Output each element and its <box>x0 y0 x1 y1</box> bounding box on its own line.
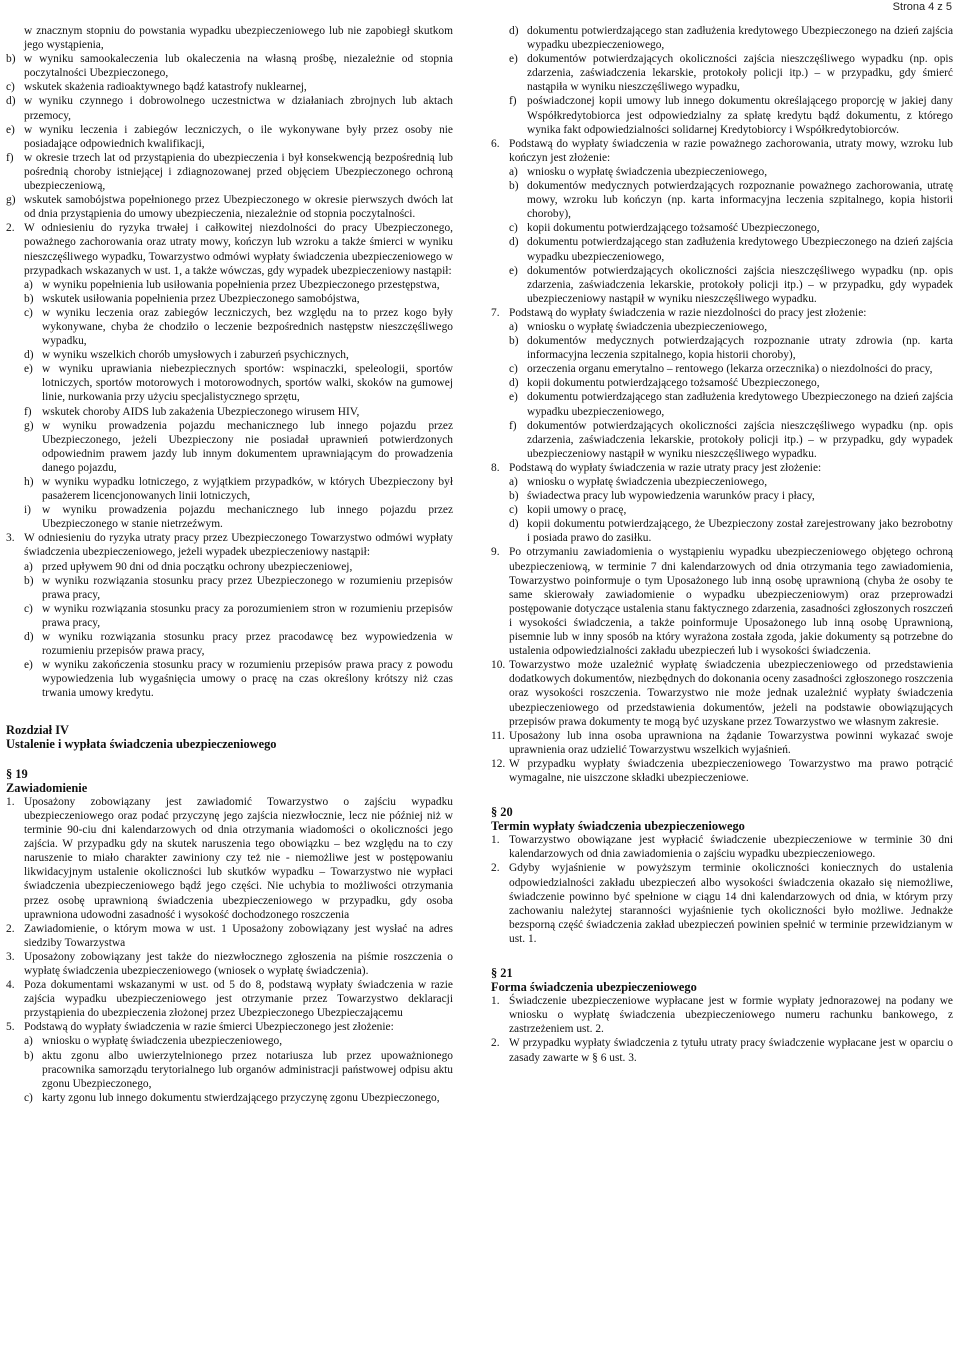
paragraph-text: Podstawą do wypłaty świadczenia w razie poważnego zachorowania, utraty mowy, wzroku lub kończyn jest złożenie: <box>509 137 953 164</box>
item-text: dokumentów medycznych potwierdzających rozpoznanie utraty zdrowia (np. karta informacyjna leczenia szpitalnego, kopia historii choroby), <box>527 335 953 362</box>
paragraph-number: 2. <box>6 222 15 235</box>
item-label: b) <box>6 53 16 66</box>
list-item <box>6 475 453 503</box>
right-column <box>491 24 953 1065</box>
list-item <box>491 545 953 658</box>
item-label: b) <box>24 574 34 587</box>
list-item <box>6 362 453 404</box>
item-text: wskutek usiłowania popełnienia przez Ubezpieczonego samobójstwa, <box>42 292 360 305</box>
item-label: i) <box>24 504 31 517</box>
item-label: 12. <box>491 757 506 770</box>
item-text: dokumentu potwierdzającego stan zadłużenia kredytowego Ubezpieczonego na dzień zajścia wypadku ubezpieczeniowego, <box>527 391 953 418</box>
item-label: c) <box>509 363 518 376</box>
item-label: 2. <box>6 922 15 935</box>
list-item <box>491 320 953 334</box>
list-item <box>6 658 453 700</box>
section-20-items <box>491 833 953 946</box>
section-19-number: § 19 <box>6 766 28 781</box>
item-text: Zawiadomienie, o którym mowa w ust. 1 Uposażony zobowiązany jest wysłać na adres siedziby Towarzystwa <box>24 922 453 949</box>
item-label: 4. <box>6 979 15 992</box>
paragraphs-9-12 <box>491 545 953 785</box>
item-label: d) <box>509 25 519 37</box>
item-label: d) <box>509 236 519 249</box>
item-label: e) <box>24 659 33 672</box>
list-item <box>6 978 453 1020</box>
item-text: Podstawą do wypłaty świadczenia w razie śmierci Ubezpieczonego jest złożenie: <box>24 1021 394 1034</box>
list-item <box>6 1091 453 1105</box>
list-item <box>491 179 953 221</box>
list-item <box>491 52 953 94</box>
section-21-items <box>491 994 953 1064</box>
item-text: w wyniku rozwiązania stosunku pracy przez pracodawcę bez wypowiedzenia w rozumieniu przepisów prawa pracy, <box>42 631 453 658</box>
list-item <box>491 729 953 757</box>
item-text: w wyniku popełnienia lub usiłowania popełnienia przez Ubezpieczonego przestępstwa, <box>42 278 440 291</box>
left-column <box>6 24 453 1105</box>
paragraph-number: 7. <box>491 306 500 319</box>
item-text: wskutek choroby AIDS lub zakażenia Ubezpieczonego wirusem HIV, <box>42 405 360 418</box>
list-item <box>491 1036 953 1064</box>
list-item <box>491 419 953 461</box>
list-item <box>491 861 953 946</box>
list-item <box>491 334 953 362</box>
list-item <box>6 503 453 531</box>
item-text: dokumentów potwierdzających okoliczności zajścia nieszczęśliwego wypadku (np. opis zdarzenia, zaświadczenia lekarskie, protokoły policji itp.) – w przypadku, gdy wypadek ubezpieczeniowy nastąpił w wyniku nieszczęśliwego wypadku. <box>527 419 953 460</box>
item-text: w wyniku wszelkich chorób umysłowych i zaburzeń psychicznych, <box>42 349 349 362</box>
item-label: c) <box>509 222 518 235</box>
section-21-number: § 21 <box>491 966 513 980</box>
intro-continuation: w znacznym stopniu do powstania wypadku ubezpieczeniowego lub nie zapobiegł skutkom jego wystąpienia, <box>24 25 453 52</box>
item-label: a) <box>24 560 33 573</box>
item-text: przed upływem 90 dni od dnia początku ochrony ubezpieczeniowej, <box>42 560 353 573</box>
list-item <box>6 193 453 221</box>
paragraph-text: W odniesieniu do ryzyka utraty pracy przez Ubezpieczonego Towarzystwo odmówi wypłaty świadczenia ubezpieczeniowego, jeżeli wypadek ubezpieczeniowy nastąpił: <box>24 532 453 559</box>
item-text: wniosku o wypłatę świadczenia ubezpieczeniowego, <box>527 320 768 333</box>
list-item <box>6 1020 453 1034</box>
paragraph-6-items <box>491 165 953 306</box>
item-label: c) <box>6 81 15 94</box>
item-text: W przypadku wypłaty świadczenia ubezpieczeniowego Towarzystwo ma prawo potrącić wymagalne, nie uiszczone składki ubezpieczeniowe. <box>509 757 953 784</box>
chapter-number: Rozdział IV <box>6 722 69 737</box>
paragraph-8 <box>491 461 953 475</box>
list-item <box>491 376 953 390</box>
list-item <box>6 1049 453 1091</box>
paragraph-8-items <box>491 475 953 545</box>
item-text: Gdyby wyjaśnienie w powyższym terminie okoliczności koniecznych do ustalenia odpowiedzialności zakładu ubezpieczeń albo wysokości świadczenia okazało się niemożliwe, świadczenie powinno być spełnione w ciągu 14 dni kalendarzowych od dnia, w którym przy zachowaniu należytej staranności wyjaśnienie tych okoliczności było możliwe. Jednakże bezsporną część świadczenia zakład ubezpieczeń powinien spełnić w terminie przewidzianym w ust. 1. <box>509 862 953 945</box>
item-label: 11. <box>491 729 505 742</box>
paragraph-5-items <box>6 1034 453 1104</box>
item-label: a) <box>24 278 33 291</box>
paragraph-3-items <box>6 560 453 701</box>
item-text: karty zgonu lub innego dokumentu stwierdzającego przyczynę zgonu Ubezpieczonego, <box>42 1091 440 1104</box>
list-item <box>491 833 953 861</box>
section-19-items <box>6 795 453 1035</box>
item-text: Towarzystwo może uzależnić wypłatę świadczenia ubezpieczeniowego od przedstawienia dodatkowych dokumentów, niezbędnych do dokonania oceny zasadności zgłoszonego roszczenia oraz wysokości roszczenia. Towarzystwo nie może jednak uzależnić wypłaty świadczenia ubezpieczeniowego od przedstawienia dokumentów, jeżeli na podstawie obowiązujących przepisów prawa dokumenty te mogą być uzyskane przez Towarzystwo we własnym zakresie. <box>509 659 953 728</box>
item-text: w wyniku samookaleczenia lub okaleczenia na własną prośbę, niezależnie od stopnia poczytalności Ubezpieczonego, <box>24 53 453 80</box>
item-label: a) <box>24 1035 33 1048</box>
list-item <box>491 165 953 179</box>
list-item <box>6 630 453 658</box>
item-text: w wyniku rozwiązania stosunku pracy za porozumieniem stron w rozumieniu przepisów prawa pracy, <box>42 602 453 629</box>
item-text: Towarzystwo obowiązane jest wypłacić świadczenie ubezpieczeniowe w terminie 30 dni kalendarzowych od dnia zawiadomienia o zajściu wypadku ubezpieczeniowego. <box>509 834 953 861</box>
item-label: g) <box>6 194 16 207</box>
item-label: d) <box>24 631 34 644</box>
item-label: 9. <box>491 546 500 559</box>
item-label: d) <box>24 349 34 362</box>
list-item <box>6 278 453 292</box>
item-text: Uposażony lub inna osoba uprawniona na żądanie Towarzystwa powinni wykazać swoje uprawnienia oraz udzielić Towarzystwu wszelkich wyjaśnień. <box>509 729 953 756</box>
item-text: w wyniku wypadku lotniczego, z wyjątkiem przypadków, w których Ubezpieczony był pasażerem licencjonowanych linii lotniczych, <box>42 476 453 503</box>
list-item <box>6 306 453 348</box>
section-21-title: Forma świadczenia ubezpieczeniowego <box>491 980 697 995</box>
list-item <box>491 503 953 517</box>
item-text: w wyniku leczenia i zabiegów leczniczych, o ile wykonywane były przez osoby nie posiadające odpowiednich kwalifikacji, <box>24 123 453 150</box>
list-item <box>491 475 953 489</box>
list-item <box>491 757 953 785</box>
item-text: kopii dokumentu potwierdzającego tożsamość Ubezpieczonego, <box>527 222 820 235</box>
paragraph-5-items-continued <box>491 24 953 137</box>
list-item <box>6 574 453 602</box>
item-label: f) <box>6 151 14 164</box>
paragraph-3 <box>6 531 453 559</box>
list-item <box>6 80 453 94</box>
item-label: g) <box>24 419 34 432</box>
paragraph-number: 3. <box>6 532 15 545</box>
section-20-title: Termin wypłaty świadczenia ubezpieczeniowego <box>491 819 745 834</box>
list-item <box>491 994 953 1036</box>
item-label: b) <box>509 180 519 193</box>
paragraph-number: 8. <box>491 461 500 474</box>
section-20-number: § 20 <box>491 805 513 820</box>
item-text: w wyniku czynnego i dobrowolnego uczestnictwa w działaniach zbrojnych lub aktach przemocy, <box>24 95 453 122</box>
item-label: e) <box>509 391 518 404</box>
item-text: wskutek skażenia radioaktywnego bądź katastrofy nuklearnej, <box>24 81 307 94</box>
paragraph-text: Podstawą do wypłaty świadczenia w razie utraty pracy jest złożenie: <box>509 461 822 474</box>
item-text: Świadczenie ubezpieczeniowe wypłacane jest w formie wypłaty jednorazowej na podany we wniosku o wypłatę świadczenia ubezpieczeniowego numeru rachunku bankowego, z zastrzeżeniem ust. 2. <box>509 995 953 1036</box>
item-label: d) <box>509 518 519 531</box>
item-text: dokumentów medycznych potwierdzających rozpoznanie poważnego zachorowania, utratę mowy, wzroku lub kończyn (np. karta informacyjna leczenia szpitalnego, kopia historii choroby), <box>527 180 953 221</box>
list-item <box>6 950 453 978</box>
item-label: d) <box>6 95 16 108</box>
item-text: dokumentu potwierdzającego stan zadłużenia kredytowego Ubezpieczonego na dzień zajścia wypadku ubezpieczeniowego, <box>527 236 953 263</box>
list-item <box>491 362 953 376</box>
item-label: 10. <box>491 659 506 672</box>
list-item <box>6 795 453 922</box>
list-item <box>6 560 453 574</box>
item-text: dokumentów potwierdzających okoliczności zajścia nieszczęśliwego wypadku (np. opis zdarzenia, zaświadczenia lekarskie, protokoły policji itp.) – w przypadku, gdy wypadek ubezpieczeniowy nastąpił w wyniku nieszczęśliwego wypadku. <box>527 264 953 305</box>
item-label: 1. <box>491 995 500 1008</box>
section-19-title: Zawiadomienie <box>6 780 88 795</box>
item-label: e) <box>509 264 518 277</box>
item-text: w wyniku zakończenia stosunku pracy w rozumieniu przepisów prawa pracy z powodu wypowiedzenia lub wygaśnięcia umowy o pracę na czas określony krótszy niż czas trwania umowy kredytu. <box>42 659 453 700</box>
item-label: d) <box>509 377 519 390</box>
item-label: b) <box>509 335 519 348</box>
item-text: w wyniku prowadzenia pojazdu mechanicznego lub innego pojazdu przez Ubezpieczonego w stanie nietrzeźwym. <box>42 504 453 531</box>
list-item <box>491 390 953 418</box>
item-label: c) <box>509 504 518 517</box>
item-label: 1. <box>6 795 15 808</box>
item-text: poświadczonej kopii umowy lub innego dokumentu określającego proporcję w jakiej dany Współkredytobiorca jest odpowiedzialny za spłatę kredytu bądź dokumentu, z którego wynika fakt odpowiedzialności solidarnej Kredytobiorcy i Współkredytobiorców. <box>527 95 953 136</box>
section1-items <box>6 52 453 221</box>
list-item <box>491 24 953 52</box>
item-label: f) <box>509 419 517 432</box>
item-label: c) <box>24 306 33 319</box>
item-label: b) <box>509 490 519 503</box>
item-label: 2. <box>491 862 500 875</box>
list-item <box>491 264 953 306</box>
item-label: 2. <box>491 1037 500 1050</box>
list-item <box>6 292 453 306</box>
paragraph-text: Podstawą do wypłaty świadczenia w razie niezdolności do pracy jest złożenie: <box>509 306 867 319</box>
paragraph-2 <box>6 221 453 277</box>
item-text: wniosku o wypłatę świadczenia ubezpieczeniowego, <box>527 165 768 178</box>
item-text: kopii umowy o pracę, <box>527 504 627 517</box>
list-item <box>6 151 453 193</box>
item-text: Uposażony zobowiązany jest także do niezwłocznego zgłoszenia na piśmie roszczenia o wypłatę świadczenia ubezpieczeniowego (wniosek o wypłatę świadczenia). <box>24 950 453 977</box>
list-item <box>491 221 953 235</box>
list-item <box>491 489 953 503</box>
item-text: aktu zgonu albo uwierzytelnionego przez notariusza lub przez upoważnionego pracownika samorządu terytorialnego lub organów administracji państwowej odpisu aktu zgonu Ubezpieczonego, <box>42 1049 453 1090</box>
paragraph-2-items <box>6 278 453 532</box>
paragraph-text: W odniesieniu do ryzyka trwałej i całkowitej niezdolności do pracy Ubezpieczonego, poważnego zachorowania oraz utraty mowy, kończyn lub wzroku a także śmierci w wyniku nieszczęśliwego wypadku, Towarzystwo odmówi wypłaty świadczenia ubezpieczeniowego w przypadkach wskazanych w ust. 1, a także wówczas, gdy wypadek ubezpieczeniowy nastąpił: <box>24 222 453 277</box>
list-item <box>491 94 953 136</box>
item-label: e) <box>509 53 518 66</box>
item-label: a) <box>509 165 518 178</box>
item-text: orzeczenia organu emerytalno – rentowego (lekarza orzecznika) o niezdolności do pracy, <box>527 363 933 376</box>
paragraph-6 <box>491 137 953 165</box>
paragraph-number: 6. <box>491 137 500 150</box>
list-item <box>6 123 453 151</box>
item-text: dokumentu potwierdzającego stan zadłużenia kredytowego Ubezpieczonego na dzień zajścia wypadku ubezpieczeniowego, <box>527 25 953 52</box>
list-item <box>491 517 953 545</box>
item-text: wniosku o wypłatę świadczenia ubezpieczeniowego, <box>527 476 768 488</box>
item-label: c) <box>24 1091 33 1104</box>
item-text: w okresie trzech lat od przystąpienia do ubezpieczenia i był konsekwencją bezpośrednią lub pośrednią choroby istniejącej i zdiagnozowanej przed objęciem Ubezpieczonego ochroną ubezpieczeniową, <box>24 151 453 193</box>
list-item <box>6 52 453 80</box>
item-label: f) <box>24 405 32 418</box>
list-item <box>6 419 453 475</box>
item-label: h) <box>24 476 34 488</box>
item-text: w wyniku leczenia oraz zabiegów leczniczych, bez względu na to przez kogo były wykonywane, chyba że chodziło o leczenie bezpośrednich następstw nieszczęśliwego wypadku, <box>42 306 453 348</box>
item-text: wskutek samobójstwa popełnionego przez Ubezpieczonego w okresie pierwszych dwóch lat od dnia przystąpienia do umowy ubezpieczenia, niezależnie od stopnia poczytalności. <box>24 194 453 221</box>
item-text: w wyniku prowadzenia pojazdu mechanicznego lub innego pojazdu przez Ubezpieczonego, jeżeli Ubezpieczony nie posiadał uprawnień potwierdzonych odpowiednim prawem jazdy lub innym dokumentem uprawniającym do prowadzenia danego pojazdu, <box>42 419 453 474</box>
item-text: w wyniku uprawiania niebezpiecznych sportów: wspinaczki, speleologii, sportów lotniczych, sportów motorowych i motorowodnych, sportów walki, skoków na gumowej linie, nurkowania przy użyciu specjalistycznego sprzętu, <box>42 363 453 404</box>
list-item <box>6 348 453 362</box>
item-text: w wyniku rozwiązania stosunku pracy przez Ubezpieczonego w rozumieniu przepisów prawa pracy, <box>42 574 453 601</box>
list-item <box>6 94 453 122</box>
item-label: b) <box>24 292 34 305</box>
item-text: kopii dokumentu potwierdzającego, że Ubezpieczony został zarejestrowany jako bezrobotny i posiada prawo do zasiłku. <box>527 518 953 545</box>
chapter-title: Ustalenie i wypłata świadczenia ubezpieczeniowego <box>6 736 277 751</box>
item-text: W przypadku wypłaty świadczenia z tytułu utraty pracy świadczenie wypłacane jest w oparciu o zasady zawarte w § 6 ust. 3. <box>509 1037 953 1064</box>
item-label: e) <box>6 123 15 136</box>
item-text: wniosku o wypłatę świadczenia ubezpieczeniowego, <box>42 1035 283 1048</box>
item-label: e) <box>24 363 33 376</box>
item-label: a) <box>509 320 518 333</box>
list-item <box>6 602 453 630</box>
item-label: b) <box>24 1049 34 1062</box>
item-text: Uposażony zobowiązany jest zawiadomić Towarzystwo o zajściu wypadku ubezpieczeniowego oraz podać przyczynę jego zajścia niezwłocznie, lecz nie później niż w terminie 90-ciu dni kalendarzowych od dnia otrzymania wiadomości o okoliczności jego zajścia. W przypadku gdy na skutek naruszenia tego obowiązku – bez względu na to czy naruszenie to miało charakter zawiniony czy też nie - niemożliwe jest w postępowaniu likwidacyjnym ustalenie okoliczności lub skutków wypadku – Towarzystwo nie wypłaci świadczenia ubezpieczeniowego bądź jego części. Nie uchybia to możliwości otrzymania przez osobę uprawnioną świadczenia ubezpieczeniowego w przypadku, gdy osoba uprawniona udowodni zasadność i wysokość dochodzonego roszczenia <box>24 795 453 921</box>
item-text: świadectwa pracy lub wypowiedzenia warunków pracy i płacy, <box>527 490 815 503</box>
item-label: 5. <box>6 1021 15 1034</box>
item-label: 3. <box>6 950 15 963</box>
page-number: Strona 4 z 5 <box>892 1 952 13</box>
list-item <box>491 235 953 263</box>
item-label: 1. <box>491 834 500 847</box>
list-item <box>6 922 453 950</box>
paragraph-7 <box>491 306 953 320</box>
list-item <box>6 405 453 419</box>
list-item <box>6 1034 453 1048</box>
paragraph-7-items <box>491 320 953 461</box>
item-label: a) <box>509 476 518 488</box>
item-text: Poza dokumentami wskazanymi w ust. od 5 do 8, podstawą wypłaty świadczenia w razie zajścia wypadku ubezpieczeniowego jest otrzymanie przez Towarzystwo deklaracji przystąpienia do ubezpieczenia złożonej przez Ubezpieczonego Ubezpieczającemu <box>24 979 453 1020</box>
item-text: Po otrzymaniu zawiadomienia o wystąpieniu wypadku ubezpieczeniowego objętego ochroną ubezpieczeniową, w terminie 7 dni kalendarzowych od dnia otrzymania tego zawiadomienia, Towarzystwo poinformuje o tym Uposażonego lub inną osobę uprawnioną (chyba że osoby te same skierowały zawiadomienie o wypadku ubezpieczeniowym) oraz przeprowadzi postępowanie dotyczące ustalenia stanu faktycznego zdarzenia, zasadności zgłoszonych roszczeń i wysokości świadczenia, a także poinformuje Uposażonego lub inną osobę Uprawnioną, pisemnie lub w inny sposób na który wyrażona została zgoda, jakie dokumenty są potrzebne do ustalenia odpowiedzialności zakładu ubezpieczeń lub i wysokości świadczenia. <box>509 546 953 658</box>
item-label: f) <box>509 95 517 108</box>
list-item <box>491 658 953 728</box>
item-text: kopii dokumentu potwierdzającego tożsamość Ubezpieczonego, <box>527 377 820 390</box>
item-label: c) <box>24 602 33 615</box>
item-text: dokumentów potwierdzających okoliczności zajścia nieszczęśliwego wypadku (np. opis zdarzenia, zaświadczenia lekarskie, protokoły policji itp.) – w przypadku, gdy śmierć nastąpiła w wyniku nieszczęśliwego wypadku, <box>527 53 953 94</box>
